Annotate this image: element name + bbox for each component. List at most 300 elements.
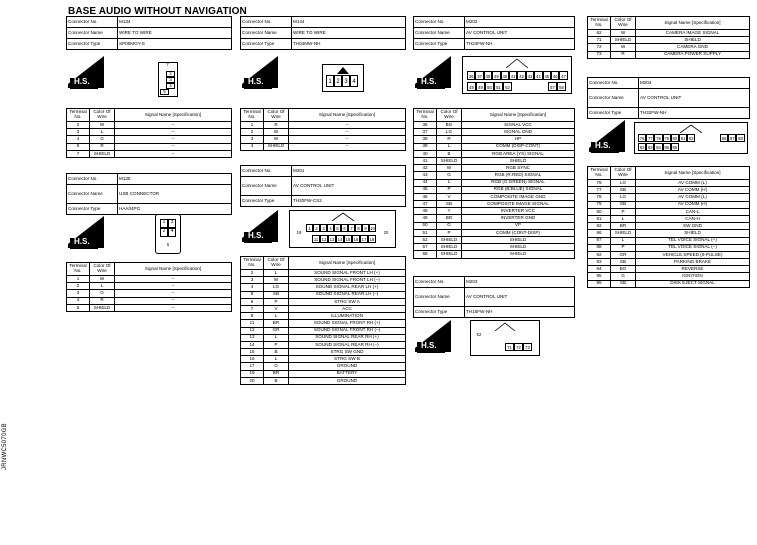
signal-cell: RGB (B:BLUE) SIGNAL [462,186,575,193]
pin-label: 5 [334,224,341,232]
terminal-cell: 94 [588,266,611,273]
terminal-cell: 52 [414,237,437,244]
signal-cell: SOUND SIGNAL FRONT LH (–) [289,277,406,284]
hs-label: H.S. [421,77,437,86]
pin-label: 38 [484,71,492,80]
terminal-cell: 4 [67,297,90,304]
hs-label: H.S. [421,341,437,350]
wire-color-cell: R [264,122,289,129]
pin-label: 3 [320,224,327,232]
pin-label: 94 [656,145,661,150]
wire-color-cell: P [611,208,636,215]
signal-cell: – [115,304,232,311]
table-row [241,313,406,320]
table-row [588,237,750,244]
wire-color-cell: G [437,222,462,229]
signal-cell: RGB (R:RED) SIGNAL [462,172,575,179]
table-row [588,266,750,273]
pin-table-m144 [240,108,406,151]
wire-color-cell: R [611,51,636,58]
wire-color-cell: GR [264,327,289,334]
pin-label: 80 [672,136,678,141]
wire-color-cell: SB [611,259,636,266]
wire-color-cell: W [264,277,289,284]
pin-label: 95 [664,145,670,150]
signal-cell: TEL VOICE SIGNAL (–) [636,244,750,251]
hs-label: H.S. [595,141,611,150]
wire-color-cell: SB [264,291,289,298]
pin-label [521,82,530,91]
signal-cell: STRG SW A [289,298,406,305]
wire-color-cell: P [264,341,289,348]
table-row [414,193,575,200]
signal-cell: CAMERA POWER SUPPLY [636,51,750,58]
terminal-cell: 58 [414,251,437,258]
signal-cell: SIGNAL VCC [462,122,575,129]
wire-color-cell: L [611,215,636,222]
pin-label: 4 [166,83,175,89]
wire-color-cell: B [264,349,289,356]
table-row [241,327,406,334]
wire-color-cell: G [90,290,115,297]
connector-name-value: AV CONTROL UNIT [292,177,406,196]
label-connector-name: Connector Name [241,28,292,39]
signal-cell: – [115,129,232,136]
pin-label: 6 [341,224,348,232]
header-signal: Signal Name [Specification] [462,109,575,122]
hs-symbol-m134 [66,54,106,95]
pin-label: 57 [548,82,557,91]
connector-type-value: TH20FW-CS2 [292,196,406,207]
signal-cell: SHIELD [462,251,575,258]
terminal-cell: 3 [67,290,90,297]
hs-symbol-m135 [66,214,106,255]
table-row [588,215,750,222]
label-connector-type: Connector Type [414,307,465,318]
pin-label: 81 [680,136,686,141]
signal-cell: RGB (G:GREEN) SIGNAL [462,179,575,186]
connector-info-m144 [240,16,406,50]
table-row [588,223,750,230]
wire-color-cell: BR [611,223,636,230]
connector-type-value: TH32FW-NH [639,108,750,119]
table-row [414,229,575,236]
terminal-cell: 77 [588,187,611,194]
table-row [414,244,575,251]
wire-color-cell: SHIELD [437,237,462,244]
wire-color-cell: SHIELD [611,37,636,44]
table-row [241,370,406,377]
table-row [67,297,232,304]
wire-color-cell: P [611,244,636,251]
table-row [414,129,575,136]
pin-label: 8 [355,224,362,232]
table-row [67,122,232,129]
terminal-cell: 13 [241,334,264,341]
terminal-cell: 1 [67,276,90,283]
pin-label: 43 [526,71,534,80]
terminal-cell: 7 [67,150,90,157]
connector-type-value: SP06MGY-S [118,39,232,50]
label-connector-name: Connector Name [67,28,118,39]
signal-cell: COMPOSITE IMAGE SIGNAL [462,201,575,208]
pin-label: 77 [647,136,653,141]
pin-label: 1 [160,219,168,228]
terminal-cell: 16 [241,356,264,363]
pin-table-m204 [587,166,750,288]
signal-cell: VEHICLE SPEED (8-PULSE) [636,251,750,258]
connector-name-value: WIRE TO WIRE [292,28,406,39]
pin-label: 4 [168,228,176,237]
wire-color-cell: V [264,305,289,312]
pin-label: 20 [383,230,389,235]
pin-label: 13 [329,237,335,242]
wire-color-cell: P [437,229,462,236]
label-connector-no: Connector No. [67,174,118,185]
terminal-cell: 3 [241,136,264,143]
signal-cell: INVERTER VCC [462,208,575,215]
signal-cell: CAN-H [636,215,750,222]
pin-label: 2 [334,75,342,87]
header-wire-color: Color Of Wire [264,109,289,122]
connector-no-value: M144 [292,17,406,28]
signal-cell: GROUND [289,377,406,384]
pin-label [512,82,521,91]
pin-table-m203 [587,16,750,59]
pin-label: 2 [166,71,175,77]
hs-symbol-m144 [240,54,280,95]
pin-table-m134 [66,108,232,158]
pin-label: 82 [688,136,694,141]
label-connector-no: Connector No. [414,277,465,288]
hs-symbol-m204 [587,118,627,159]
terminal-cell: 62 [588,30,611,37]
table-row [588,180,750,187]
wire-color-cell: L [90,129,115,136]
wire-color-cell: L [264,356,289,363]
pin-label: 7 [348,224,355,232]
table-row [241,277,406,284]
header-signal: Signal Name [Specification] [115,263,232,276]
pin-table-m201 [240,256,406,385]
header-terminal: Terminal No. [67,263,90,276]
signal-cell: COMPOSITE IMAGE GND [462,193,575,200]
wire-color-cell: SHIELD [611,230,636,237]
hs-label: H.S. [248,77,264,86]
pin-label: 37 [475,71,483,80]
lock-tab-icon [493,322,517,331]
signal-cell: CAMERA IMAGE SIGNAL [636,30,750,37]
pin-label: 39 [492,71,500,80]
pin-label: 16 [353,237,359,242]
pin-label: 5 [166,242,170,247]
terminal-cell: 76 [588,180,611,187]
wire-color-cell: LG [611,180,636,187]
terminal-cell: 93 [588,259,611,266]
terminal-cell: 57 [414,244,437,251]
terminal-cell: 3 [241,277,264,284]
table-row [241,363,406,370]
wire-color-cell: BG [437,122,462,129]
table-row [241,284,406,291]
pin-label: 71 [505,343,514,351]
terminal-cell: 6 [241,298,264,305]
signal-cell: SOUND SIGNAL FRONT RH (–) [289,327,406,334]
signal-cell: – [289,143,406,150]
signal-cell: SOUND SIGNAL REAR LH (–) [289,291,406,298]
pin-label: 44 [534,71,542,80]
connector-type-value: TH24FW-NH [465,39,575,50]
terminal-cell: 95 [588,273,611,280]
signal-cell: COMM (CONT-DISP) [462,229,575,236]
pin-label: 58 [557,82,566,91]
header-wire-color: Color Of Wire [90,109,115,122]
table-row [241,129,406,136]
connector-no-value: M202 [465,17,575,28]
terminal-cell: 86 [588,230,611,237]
connector-info-m134 [66,16,232,50]
wire-color-cell: V [437,193,462,200]
connector-name-value: WIRE TO WIRE [118,28,232,39]
connector-info-m204 [587,77,750,119]
table-row [67,290,232,297]
header-terminal: Terminal No. [588,17,611,30]
header-terminal: Terminal No. [414,109,437,122]
signal-cell: GROUND [289,363,406,370]
table-row [241,377,406,384]
table-row [588,244,750,251]
pin-label: 9 [362,224,369,232]
page-title: BASE AUDIO WITHOUT NAVIGATION [68,6,247,17]
wire-color-cell: W [611,30,636,37]
connector-face-m135 [155,214,181,254]
pin-label: 17 [361,237,367,242]
wire-color-cell: SB [437,201,462,208]
table-row [241,356,406,363]
pin-label: 52 [503,82,512,91]
signal-cell: AV COMM (L) [636,180,750,187]
header-signal: Signal Name [Specification] [636,17,750,30]
connector-name-value: AV CONTROL UNIT [639,89,750,108]
pin-label: 48 [467,82,476,91]
terminal-cell: 4 [241,284,264,291]
pin-label: 40 [501,71,509,80]
pin-label: 45 [543,71,551,80]
terminal-cell: 43 [414,172,437,179]
table-row [414,143,575,150]
terminal-cell: 88 [588,244,611,251]
table-row [241,122,406,129]
terminal-cell: 12 [241,327,264,334]
signal-cell: ACC [289,305,406,312]
pin-label: 62 [476,332,482,337]
signal-cell: SHIELD [636,37,750,44]
pin-label: 36 [467,71,475,80]
wire-color-cell: G [90,136,115,143]
table-row [241,349,406,356]
signal-cell: RGB SYNC [462,165,575,172]
signal-cell: ILLUMINATION [289,313,406,320]
label-connector-name: Connector Name [67,185,118,204]
header-signal: Signal Name [Specification] [289,257,406,270]
connector-face-m201 [289,210,396,248]
signal-cell: DISK EJECT SIGNAL [636,280,750,287]
pin-table-m202 [413,108,575,259]
label-connector-name: Connector Name [241,177,292,196]
pin-label: 15 [345,237,351,242]
connector-face-m202 [462,56,572,94]
header-wire-color: Color Of Wire [611,17,636,30]
wire-color-cell: G [611,273,636,280]
terminal-cell: 2 [241,270,264,277]
pin-label: 86 [721,136,727,141]
pin-label: 73 [523,343,532,351]
terminal-cell: 72 [588,44,611,51]
connector-face-m144 [322,64,364,92]
signal-cell: INVERTER GND [462,215,575,222]
pin-label: 76 [639,136,645,141]
terminal-cell: 51 [414,229,437,236]
terminal-cell: 5 [67,143,90,150]
pin-label: 7 [166,62,169,67]
wire-color-cell: LG [264,284,289,291]
pin-label: 4 [327,224,334,232]
pin-label: 88 [738,136,743,141]
terminal-cell: 5 [67,304,90,311]
hs-symbol-m201 [240,208,280,249]
signal-cell: SHIELD [462,244,575,251]
pin-label: 96 [672,145,678,150]
wire-color-cell: BR [264,370,289,377]
connector-face-m203 [470,320,540,356]
table-row [588,30,750,37]
wire-color-cell: R [90,143,115,150]
hs-label: H.S. [74,237,90,246]
wire-color-cell: L [90,283,115,290]
terminal-cell: 81 [588,215,611,222]
terminal-cell: 11 [241,320,264,327]
table-row [588,194,750,201]
pin-label [539,82,548,91]
terminal-cell: 42 [414,165,437,172]
terminal-cell: 2 [241,129,264,136]
wire-color-cell: P [264,298,289,305]
lock-tab-icon [504,58,530,68]
header-signal: Signal Name [Specification] [636,167,750,180]
table-row [588,273,750,280]
pin-label: 72 [514,343,523,351]
header-signal: Signal Name [Specification] [289,109,406,122]
table-row [588,51,750,58]
connector-name-value: USB CONNECTOR [118,185,232,204]
pin-table-m135 [66,262,232,312]
terminal-cell: 46 [414,193,437,200]
connector-info-m203 [413,276,575,318]
table-row [241,341,406,348]
signal-cell: SOUND SIGNAL REAR LH (+) [289,284,406,291]
pin-label: 19 [296,230,302,235]
table-row [588,208,750,215]
pin-label [704,134,712,142]
pin-label [695,134,703,142]
signal-cell: AV COMM (H) [636,187,750,194]
signal-cell: – [115,143,232,150]
signal-cell: – [115,150,232,157]
pin-label [712,134,720,142]
label-connector-type: Connector Type [241,39,292,50]
table-row [588,230,750,237]
pin-label: 92 [639,145,645,150]
pin-label: 79 [664,136,670,141]
label-connector-no: Connector No. [67,17,118,28]
signal-cell: – [115,283,232,290]
table-row [414,150,575,157]
terminal-cell: 82 [588,223,611,230]
pin-label: 93 [647,145,653,150]
wire-color-cell: W [264,136,289,143]
label-connector-no: Connector No. [414,17,465,28]
wire-color-cell: SHIELD [437,157,462,164]
table-row [414,122,575,129]
signal-cell: AV COMM (H) [636,201,750,208]
wire-color-cell: SHIELD [437,251,462,258]
pin-label: 47 [559,71,567,80]
wire-color-cell: SHIELD [264,143,289,150]
signal-cell: SHIELD [636,230,750,237]
terminal-cell: 71 [588,37,611,44]
connector-info-m135 [66,173,232,215]
signal-cell: – [289,122,406,129]
wire-color-cell: GR [611,251,636,258]
pin-label: 12 [321,237,327,242]
table-row [414,165,575,172]
signal-cell: SOUND SIGNAL REAR RH (+) [289,334,406,341]
header-wire-color: Color Of Wire [611,167,636,180]
pin-label: 87 [729,136,735,141]
signal-cell: CAN-L [636,208,750,215]
pin-label: 42 [517,71,525,80]
pin-label: 51 [494,82,503,91]
signal-cell: – [289,136,406,143]
pin-label: 4 [350,75,358,87]
connector-face-m134 [158,62,178,97]
hs-label: H.S. [74,77,90,86]
wire-color-cell: B [264,377,289,384]
terminal-cell: 36 [414,122,437,129]
label-connector-type: Connector Type [241,196,292,207]
header-wire-color: Color Of Wire [90,263,115,276]
signal-cell: SOUND SIGNAL FRONT LH (+) [289,270,406,277]
terminal-cell: 44 [414,179,437,186]
label-connector-type: Connector Type [588,108,639,119]
wire-color-cell: P [437,186,462,193]
wire-color-cell: LG [611,194,636,201]
terminal-cell: 4 [67,136,90,143]
signal-cell: IGNITION [636,273,750,280]
wire-color-cell: BG [611,266,636,273]
table-row [414,215,575,222]
wire-color-cell: L [264,270,289,277]
terminal-cell: 78 [588,194,611,201]
terminal-cell: 2 [67,283,90,290]
table-row [67,276,232,283]
table-row [67,136,232,143]
terminal-cell: 50 [414,222,437,229]
table-row [414,186,575,193]
wire-color-cell: BR [437,215,462,222]
table-row [241,305,406,312]
header-terminal: Terminal No. [588,167,611,180]
